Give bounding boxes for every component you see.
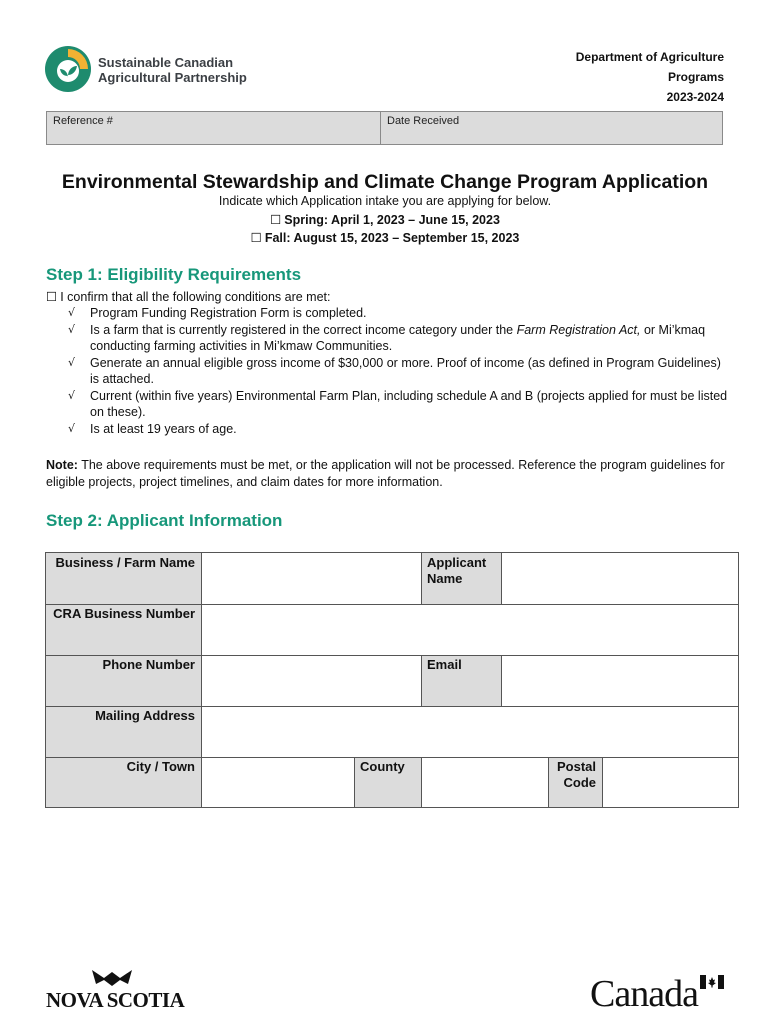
table-divider	[501, 655, 502, 706]
cra-business-number-input[interactable]	[201, 604, 738, 655]
spring-checkbox-icon[interactable]: ☐	[270, 212, 282, 227]
table-divider	[46, 655, 738, 656]
eligibility-note	[46, 457, 726, 491]
table-divider	[46, 604, 738, 605]
postal-code-label: Postal Code	[548, 757, 602, 807]
step2-heading: Step 2: Applicant Information	[46, 511, 283, 530]
date-received-label: Date Received	[387, 115, 460, 127]
list-item: √ Is a farm that is currently registered in the correct income category under the Farm Registration Act, or Mi’kmaq conducting farming activities in Mi’kmaw Communities.	[68, 322, 706, 353]
fall-intake-option[interactable]	[0, 230, 770, 245]
list-item: √ Is at least 19 years of age.	[68, 421, 237, 436]
page-title: Environmental Stewardship and Climate Change Program Application	[61, 171, 709, 193]
logo-text	[98, 55, 247, 85]
checkmark-icon: √	[68, 388, 76, 402]
spring-intake-option[interactable]	[0, 212, 770, 227]
checkmark-icon: √	[68, 355, 76, 369]
table-divider	[602, 757, 603, 807]
date-received-field[interactable]	[381, 112, 722, 144]
city-town-input[interactable]	[201, 757, 354, 807]
table-divider	[548, 757, 549, 807]
spring-intake-label: Spring: April 1, 2023 – June 15, 2023	[284, 213, 500, 227]
table-divider	[354, 757, 355, 807]
business-farm-name-label: Business / Farm Name	[46, 553, 201, 604]
mailing-address-input[interactable]	[201, 706, 738, 757]
list-item: √ Generate an annual eligible gross income of $30,000 or more. Proof of income (as defined in Program Guidelines) is attached.	[68, 355, 721, 386]
mailing-address-label: Mailing Address	[46, 706, 201, 757]
reference-number-label: Reference #	[53, 115, 113, 127]
logo-line-1: Sustainable Canadian	[98, 55, 234, 70]
office-use-box	[46, 111, 723, 145]
email-label: Email	[421, 655, 501, 706]
department-line-3: 2023-2024	[666, 90, 724, 104]
table-divider	[46, 757, 738, 758]
eligibility-confirm-label: I confirm that all the following conditions are met:	[60, 290, 331, 304]
table-divider	[421, 757, 422, 807]
table-divider	[421, 553, 422, 604]
step1-heading: Step 1: Eligibility Requirements	[46, 265, 302, 284]
cra-business-number-label: CRA Business Number	[46, 604, 201, 655]
applicant-name-input[interactable]	[501, 553, 738, 604]
checkmark-icon: √	[68, 322, 76, 336]
applicant-info-table	[45, 552, 739, 808]
checkmark-icon: √	[68, 306, 76, 319]
table-divider	[46, 706, 738, 707]
checkmark-icon: √	[68, 421, 76, 435]
applicant-name-label: Applicant Name	[421, 553, 501, 604]
table-divider	[501, 553, 502, 604]
table-divider	[201, 553, 202, 807]
phone-number-input[interactable]	[201, 655, 421, 706]
fall-checkbox-icon[interactable]: ☐	[250, 230, 262, 245]
county-input[interactable]	[421, 757, 548, 807]
reference-number-field[interactable]	[47, 112, 381, 144]
email-input[interactable]	[501, 655, 738, 706]
list-item: √ Program Funding Registration Form is completed.	[68, 306, 367, 320]
postal-code-input[interactable]	[602, 757, 738, 807]
county-label: County	[354, 757, 421, 807]
table-divider	[421, 655, 422, 706]
nova-scotia-wordmark: NOVA SCOTIA	[46, 988, 185, 1012]
canada-wordmark: Canada	[590, 973, 698, 1015]
sustainable-canadian-agricultural-partnership-logo-icon	[44, 45, 92, 93]
eligibility-confirm-option[interactable]	[46, 289, 331, 304]
logo-line-2: Agricultural Partnership	[98, 70, 247, 85]
eligibility-conditions-list	[68, 305, 728, 437]
department-line-2: Programs	[667, 70, 724, 84]
intake-hint: Indicate which Application intake you are applying for below.	[218, 194, 552, 208]
phone-number-label: Phone Number	[46, 655, 201, 706]
list-item: √ Current (within five years) Environmental Farm Plan, including schedule A and B (projects applied for must be listed on these).	[68, 388, 728, 419]
fall-intake-label: Fall: August 15, 2023 – September 15, 2023	[264, 231, 520, 245]
eligibility-checkbox-icon[interactable]: ☐	[46, 289, 58, 304]
canada-flag-icon	[700, 975, 724, 989]
city-town-label: City / Town	[46, 757, 201, 807]
note-text: The above requirements must be met, or the application will not be processed. Reference the program guidelines for eligible projects, project timelines, and claim dates for more information.	[46, 458, 725, 489]
business-farm-name-input[interactable]	[201, 553, 421, 604]
department-line-1: Department of Agriculture	[575, 50, 724, 64]
department-heading	[576, 47, 724, 107]
note-label: Note:	[46, 458, 78, 472]
act-name: Farm Registration Act,	[516, 322, 641, 337]
